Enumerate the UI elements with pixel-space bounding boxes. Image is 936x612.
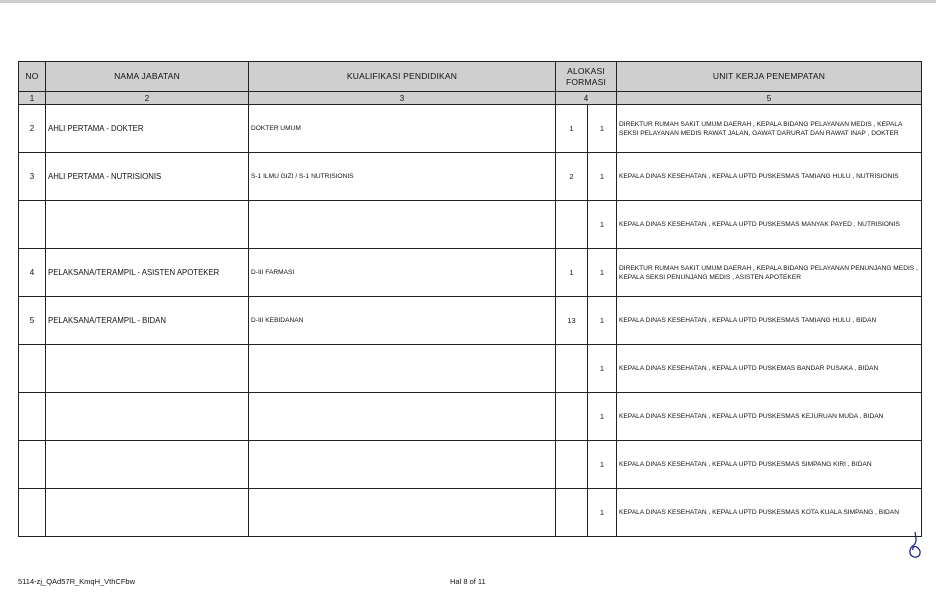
row-kualifikasi: D-III KEBIDANAN [249, 297, 556, 345]
row-alokasi-unit: 1 [588, 345, 617, 393]
row-no [19, 393, 46, 441]
col-number-3: 3 [249, 92, 556, 105]
row-kualifikasi [249, 489, 556, 537]
col-number-1: 1 [19, 92, 46, 105]
row-alokasi-total: 2 [556, 153, 588, 201]
formasi-table [18, 61, 922, 537]
row-unit-kerja: KEPALA DINAS KESEHATAN , KEPALA UPTD PUSKESMAS KEJURUAN MUDA , BIDAN [617, 393, 922, 441]
table-row [19, 153, 922, 201]
column-number-row [19, 92, 922, 105]
header-no: NO [19, 62, 46, 92]
header-alokasi-text: ALOKASI FORMASI [565, 65, 607, 87]
row-alokasi-unit: 1 [588, 393, 617, 441]
row-unit-kerja: DIREKTUR RUMAH SAKIT UMUM DAERAH , KEPALA BIDANG PELAYANAN MEDIS , KEPALA SEKSI PELAYANAN MEDIS RAWAT JALAN, GAWAT DARURAT DAN RAWAT INAP , DOKTER [617, 105, 922, 153]
handwritten-mark-icon [902, 530, 928, 560]
row-alokasi-total [556, 201, 588, 249]
table-row [19, 441, 922, 489]
row-unit-kerja: KEPALA DINAS KESEHATAN , KEPALA UPTD PUSKESMAS KOTA KUALA SIMPANG , BIDAN [617, 489, 922, 537]
table-row [19, 297, 922, 345]
row-alokasi-unit: 1 [588, 201, 617, 249]
row-unit-kerja: DIREKTUR RUMAH SAKIT UMUM DAERAH , KEPALA BIDANG PELAYANAN PENUNJANG MEDIS , KEPALA SEKSI PENUNJANG MEDIS , ASISTEN APOTEKER [617, 249, 922, 297]
table-row [19, 393, 922, 441]
row-no: 4 [19, 249, 46, 297]
table-row [19, 201, 922, 249]
document-code: 5114-zj_QAd57R_KmqH_VthCFbw [18, 577, 136, 586]
row-no [19, 345, 46, 393]
header-row [19, 62, 922, 92]
header-kualifikasi: KUALIFIKASI PENDIDIKAN [249, 62, 556, 92]
row-unit-kerja: KEPALA DINAS KESEHATAN , KEPALA UPTD PUSKESMAS TAMIANG HULU , BIDAN [617, 297, 922, 345]
row-no: 5 [19, 297, 46, 345]
row-nama-jabatan [46, 393, 249, 441]
table-row [19, 345, 922, 393]
row-nama-jabatan [46, 489, 249, 537]
row-no: 3 [19, 153, 46, 201]
row-kualifikasi [249, 441, 556, 489]
row-alokasi-total [556, 345, 588, 393]
header-nama-jabatan: NAMA JABATAN [46, 62, 249, 92]
row-alokasi-unit: 1 [588, 489, 617, 537]
row-kualifikasi [249, 201, 556, 249]
row-kualifikasi: DOKTER UMUM [249, 105, 556, 153]
row-alokasi-total [556, 441, 588, 489]
table-row [19, 249, 922, 297]
header-unit-kerja: UNIT KERJA PENEMPATAN [617, 62, 922, 92]
row-nama-jabatan [46, 201, 249, 249]
row-kualifikasi [249, 345, 556, 393]
row-alokasi-total: 1 [556, 249, 588, 297]
row-alokasi-total: 13 [556, 297, 588, 345]
row-nama-jabatan: PELAKSANA/TERAMPIL - ASISTEN APOTEKER [46, 249, 249, 297]
row-nama-jabatan [46, 441, 249, 489]
row-alokasi-total [556, 393, 588, 441]
row-unit-kerja: KEPALA DINAS KESEHATAN , KEPALA UPTD PUSKESMAS SIMPANG KIRI , BIDAN [617, 441, 922, 489]
row-kualifikasi: S-1 ILMU GIZI / S-1 NUTRISIONIS [249, 153, 556, 201]
row-unit-kerja: KEPALA DINAS KESEHATAN , KEPALA UPTD PUSKESMAS MANYAK PAYED , NUTRISIONIS [617, 201, 922, 249]
row-nama-jabatan: PELAKSANA/TERAMPIL - BIDAN [46, 297, 249, 345]
row-unit-kerja: KEPALA DINAS KESEHATAN , KEPALA UPTD PUSKESMAS TAMIANG HULU , NUTRISIONIS [617, 153, 922, 201]
row-no [19, 201, 46, 249]
page-number: Hal 8 of 11 [450, 577, 486, 586]
row-kualifikasi [249, 393, 556, 441]
top-edge [0, 0, 936, 3]
row-no: 2 [19, 105, 46, 153]
header-alokasi [556, 62, 617, 92]
col-number-5: 5 [617, 92, 922, 105]
row-alokasi-unit: 1 [588, 105, 617, 153]
table-row [19, 105, 922, 153]
row-alokasi-unit: 1 [588, 153, 617, 201]
row-alokasi-unit: 1 [588, 249, 617, 297]
row-no [19, 441, 46, 489]
row-alokasi-unit: 1 [588, 441, 617, 489]
table-row [19, 489, 922, 537]
row-kualifikasi: D-III FARMASI [249, 249, 556, 297]
row-nama-jabatan: AHLI PERTAMA - DOKTER [46, 105, 249, 153]
row-alokasi-total: 1 [556, 105, 588, 153]
row-nama-jabatan: AHLI PERTAMA - NUTRISIONIS [46, 153, 249, 201]
row-unit-kerja: KEPALA DINAS KESEHATAN , KEPALA UPTD PUSKEMAS BANDAR PUSAKA , BIDAN [617, 345, 922, 393]
row-alokasi-total [556, 489, 588, 537]
row-alokasi-unit: 1 [588, 297, 617, 345]
col-number-4: 4 [556, 92, 617, 105]
col-number-2: 2 [46, 92, 249, 105]
row-nama-jabatan [46, 345, 249, 393]
row-no [19, 489, 46, 537]
